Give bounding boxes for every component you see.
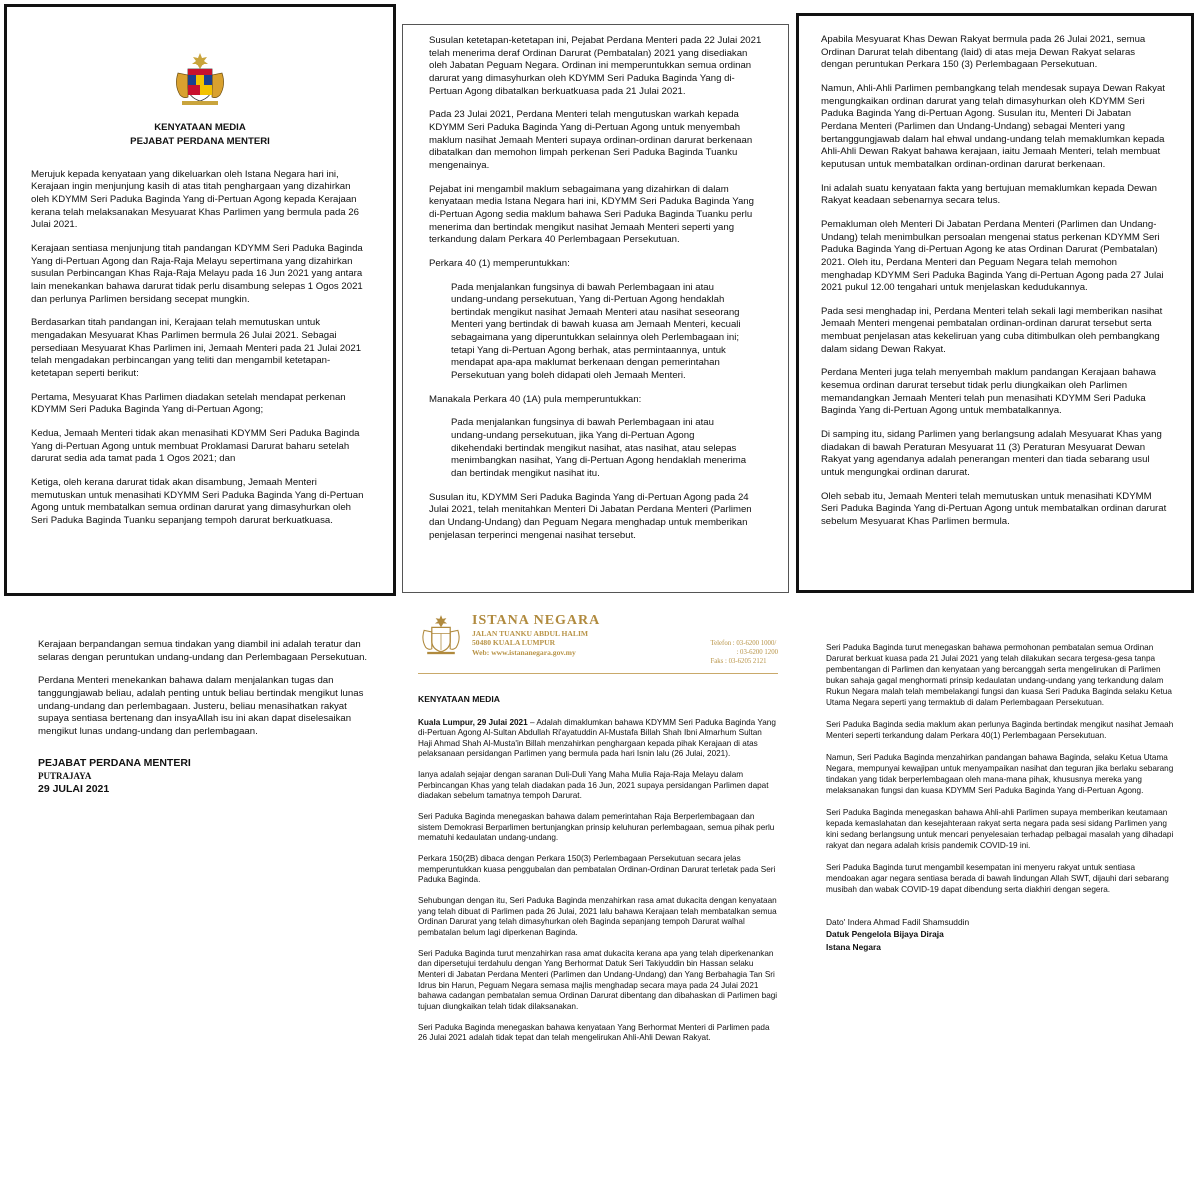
- malaysia-coat-of-arms-icon: [170, 51, 230, 107]
- paragraph: Seri Paduka Baginda turut mengambil kesempatan ini menyeru rakyat untuk sentiasa mendoakan agar negara sentiasa berada di bawah lindungan Allah SWT, dijauhi dari sebarang musibah dan wabak COVID-19 dapat dibendung serta diakhiri dengan segera.: [826, 862, 1169, 894]
- quote-article-40-1: Pada menjalankan fungsinya di bawah Perlembagaan ini atau undang-undang persekutuan, Yang di-Pertuan Agong hendaklah bertindak mengikut nasihat Jemaah Menteri atau nasihat seseorang Menteri yang bertindak di bawah kuasa am Jemaah Menteri, kecuali sebagaimana yang diperuntukkan selainnya oleh Perlembagaan ini; tetapi Yang di-Pertuan Agong berhak, atas permintaannya, untuk mendapat apa-apa maklumat berkenaan dengan pemerintahan Persekutuan yang boleh didapati oleh Jemaah Menteri.: [451, 281, 741, 382]
- paragraph: Ketiga, oleh kerana darurat tidak akan disambung, Jemaah Menteri memutuskan untuk menasihati KDYMM Seri Paduka Baginda Yang di-Pertuan Agong untuk membatalkan semua ordinan darurat yang dimasyhurkan oleh Seri Paduka Baginda Tuanku sepanjang tempoh darurat berkuatkuasa.: [31, 476, 364, 526]
- paragraph: Pejabat ini mengambil maklum sebagaimana yang dizahirkan di dalam kenyataan media Istana Negara hari ini, KDYMM Seri Paduka Baginda Yang di-Pertuan Agong sedia maklum bahawa Seri Paduka Baginda Tuanku perlu menerima dan bertindak mengikut nasihat Jemaah Menteri seperti yang terkandung dalam Perkara 40 Perlembagaan Persekutuan.: [429, 183, 754, 246]
- signatory-organisation: Istana Negara: [826, 941, 881, 952]
- letterhead: [418, 613, 778, 667]
- istana-statement-page-2: [804, 605, 1196, 1196]
- paragraph: Di samping itu, sidang Parlimen yang berlangsung adalah Mesyuarat Khas yang diadakan di bawah Peraturan Mesyuarat 11 (3) Peraturan Mesyuarat Dewan Rakyat yang agendanya adalah penerangan menteri dan tiada sebarang usul untuk mengungkai ordinan darurat.: [821, 429, 1162, 479]
- signature-office: PEJABAT PERDANA MENTERI: [38, 756, 191, 769]
- istana-statement-page-1: [402, 605, 798, 1196]
- paragraph: Sehubungan dengan itu, Seri Paduka Baginda menzahirkan rasa amat dukacita dengan kenyataan yang telah dibuat di Parlimen pada 26 Julai, 2021 lalu bahawa Kerajaan telah membatalkan semua Ordinan Darurat yang telah dimasyhurkan oleh Baginda sepanjang tempoh Darurat walhal pembatalan belum lagi diperkenan Baginda.: [418, 896, 777, 938]
- pmo-statement-page-3: [796, 13, 1194, 593]
- paragraph: Perdana Menteri juga telah menyembah maklum pandangan Kerajaan bahawa kesemua ordinan darurat tersebut tidak perlu diungkaikan oleh Parlimen memandangkan Jemaah Menteri telah pun menasihati KDYMM Seri Paduka Baginda Yang di-Pertuan Agong untuk membatalkannya.: [821, 367, 1156, 417]
- dateline: Kuala Lumpur, 29 Julai 2021: [418, 717, 528, 727]
- paragraph: Kerajaan sentiasa menjunjung titah pandangan KDYMM Seri Paduka Baginda Yang di-Pertuan Agong dan Raja-Raja Melayu sepertimana yang dizahirkan susulan Perbincangan Khas Raja-Raja Melayu pada 16 Jun 2021 yang antara lain menekankan bahawa darurat tidak perlu disambung selepas 1 Ogos 2021 dan perlunya Parlimen bersidang secepat mungkin.: [31, 243, 363, 305]
- paragraph: Perdana Menteri menekankan bahawa dalam menjalankan tugas dan tanggungjawab beliau, adalah penting untuk beliau bertindak mengikut lunas undang-undang dan perlembagaan. Justeru, beliau menasihatkan rakyat supaya sentiasa bertenang dan insyaAllah isu ini akan dapat diselesaikan mengikut lunas undang-undang dan perlembagaan.: [38, 675, 364, 737]
- signature-block: [826, 916, 1174, 954]
- paragraph: Pada sesi menghadap ini, Perdana Menteri telah sekali lagi memberikan nasihat Jemaah Menteri mengenai pembatalan ordinan-ordinan darurat tersebut serta membuat penjelasan atas kekeliruan yang cuba ditimbulkan oleh pembangkang dalam sidang Dewan Rakyat.: [821, 305, 1163, 355]
- pmo-statement-page-4: [4, 605, 396, 1196]
- paragraph: Seri Paduka Baginda menegaskan bahawa dalam pemerintahan Raja Berperlembagaan dan sistem Demokrasi Berparlimen bertunjangkan prinsip keluhuran perlembagaan, semua pihak perlu mematuhi kedaulatan undang-undang.: [418, 812, 775, 843]
- heading-pejabat-perdana-menteri: PEJABAT PERDANA MENTERI: [130, 135, 270, 147]
- paragraph: Seri Paduka Baginda menegaskan bahawa kenyataan Yang Berhormat Menteri di Parlimen pada 26 Julai 2021 adalah tidak tepat dan telah mengelirukan Ahli-Ahli Dewan Rakyat.: [418, 1022, 770, 1043]
- paragraph: Manakala Perkara 40 (1A) pula memperuntukkan:: [429, 393, 642, 405]
- letterhead-fax: Faks : 03-6205 2121: [710, 658, 767, 666]
- paragraph: Seri Paduka Baginda menegaskan bahawa Ahli-ahli Parlimen supaya memberikan keutamaan kepada kemaslahatan dan kesejahteraan rakyat serta negara pada sesi sidang Parlimen yang kini sedang berlangsung untuk mencari penyelesaian terhadap pelbagai masalah yang dihadapi rakyat dan negara adalah krisis pandemik COVID-19 ini.: [826, 807, 1174, 850]
- paragraph: Ianya adalah sejajar dengan saranan Duli-Duli Yang Maha Mulia Raja-Raja Melayu dalam Perbincangan Khas yang telah diadakan pada 16 Jun, 2021 supaya persidangan Parlimen dapat diadakan sebelum tamatnya tempoh Darurat.: [418, 770, 769, 801]
- paragraph: Susulan ketetapan-ketetapan ini, Pejabat Perdana Menteri pada 22 Julai 2021 telah menerima deraf Ordinan Darurat (Pembatalan) 2021 yang disediakan oleh Jabatan Peguam Negara. Ordinan ini memperuntukkan semua ordinan darurat yang dimasyhurkan oleh KDYMM Seri Paduka Baginda Yang di-Pertuan Agong dibatalkan berkuatkuasa pada 21 Julai 2021.: [429, 35, 762, 97]
- paragraph: Berdasarkan titah pandangan ini, Kerajaan telah memutuskan untuk mengadakan Mesyuarat Khas Parlimen bermula 26 Julai 2021. Sebagai persediaan Mesyuarat Khas Parlimen ini, Jemaah Menteri pada 21 Julai 2021 telah mengadakan perbincangan yang teliti dan mengambil ketetapan-ketetapan seperti berikut:: [31, 317, 362, 379]
- paragraph: Susulan itu, KDYMM Seri Paduka Baginda Yang di-Pertuan Agong pada 24 Julai 2021, telah menitahkan Menteri Di Jabatan Perdana Menteri (Parlimen dan Undang-Undang) dan Peguam Negara menghadap untuk memberikan penjelasan terperinci mengenai nasihat tersebut.: [429, 491, 752, 541]
- pmo-statement-page-1: [4, 4, 396, 596]
- letterhead-contact: [710, 639, 778, 667]
- letterhead-address-2: 50480 KUALA LUMPUR: [472, 638, 556, 648]
- letterhead-divider: [418, 673, 778, 674]
- heading-kenyataan-media: KENYATAAN MEDIA: [418, 693, 500, 704]
- signature-date: 29 JULAI 2021: [38, 782, 110, 795]
- heading-kenyataan-media: KENYATAAN MEDIA: [154, 122, 246, 133]
- paragraph: Seri Paduka Baginda turut menegaskan bahawa permohonan pembatalan semua Ordinan Darurat berkuat kuasa pada 21 Julai 2021 yang telah dilakukan secara tergesa-gesa tanpa pembentangan di Parlimen dan kenyataan yang bercanggah serta mengelirukan di Parlimen bukan sahaja gagal menghormati prinsip kedaulatan undang-undang yang terkandung dalam Rukun Negara malah telah membelakangi fungsi dan kuasa Seri Paduka Baginda selaku Ketua Utama Negara seperti yang termaktub di dalam Perlembagaan Persekutuan.: [826, 643, 1172, 707]
- paragraph: Oleh sebab itu, Jemaah Menteri telah memutuskan untuk menasihati KDYMM Seri Paduka Baginda Yang di-Pertuan Agong untuk membatalkan ordinan darurat sebelum Mesyuarat Khas Parlimen bermula.: [821, 490, 1167, 527]
- quote-article-40-1a: Pada menjalankan fungsinya di bawah Perlembagaan ini atau undang-undang persekutuan, jika Yang di-Pertuan Agong dikehendaki bertindak mengikut nasihat, atas nasihat, atau selepas menimbangkan nasihat, Yang di-Pertuan Agong hendaklah menerima dan bertindak mengikut nasihat itu.: [451, 417, 747, 480]
- paragraph: Pemakluman oleh Menteri Di Jabatan Perdana Menteri (Parlimen dan Undang-Undang) telah menimbulkan persoalan mengenai status perkenan KDYMM Seri Paduka Baginda Yang di-Pertuan Agong ke atas Ordinan Darurat (Pembatalan) 2021. Oleh itu, Perdana Menteri dan Peguam Negara telah memohon menghadap KDYMM Seri Paduka Baginda Yang di-Pertuan Agong pada 27 Julai 2021 pukul 12.00 tengahari untuk menjelaskan kedudukannya.: [821, 218, 1164, 294]
- paragraph: Namun, Ahli-Ahli Parlimen pembangkang telah mendesak supaya Dewan Rakyat mengungkaikan ordinan darurat yang telah dimasyhurkan oleh KDYMM Seri Paduka Baginda Yang di-Pertuan Agong. Susulan itu, Menteri Di Jabatan Perdana Menteri (Parlimen dan Undang-Undang) sebagai Menteri yang bertanggungjawab dalam hal ehwal undang-undang telah memaklumkan kepada Ahli-Ahli Dewan Rakyat bahawa kerajaan, iaitu Jemaah Menteri, telah membuat keputusan untuk membatalkan ordinan-ordinan darurat berkenaan.: [821, 82, 1165, 170]
- paragraph: Kerajaan berpandangan semua tindakan yang diambil ini adalah teratur dan selaras dengan peruntukan undang-undang dan Perlembagaan Persekutuan.: [38, 639, 368, 663]
- letterhead-telephone: Telefon : 03-6200 1000/: [710, 640, 777, 647]
- letterhead-telephone-2: : 03-6200 1200: [736, 649, 778, 657]
- paragraph: Namun, Seri Paduka Baginda menzahirkan pandangan bahawa Baginda, selaku Ketua Utama Negara, mempunyai kewajipan untuk menyampaikan nasihat dan teguran jika berlaku sebarang tindakan yang tidak berperlembagaan oleh mana-mana pihak, khususnya mereka yang melaksanakan fungsi dan kuasa KDYMM Seri Paduka Baginda Yang di-Pertuan Agong.: [826, 752, 1174, 795]
- signature-city: PUTRAJAYA: [38, 770, 92, 781]
- paragraph: Seri Paduka Baginda turut menzahirkan rasa amat dukacita kerana apa yang telah diperkenankan dan dipersetujui terdahulu dengan Yang Berhormat Datuk Seri Takiyuddin bin Hassan selaku Menteri di Jabatan Perdana Menteri (Parlimen dan Undang-Undang) dan Yang Berbahagia Tan Sri Idrus bin Harun, Peguam Negara semasa majlis menghadap secara maya pada 24 Julai 2021 bahawa cadangan pembatalan semua Ordinan Darurat dibentang dan dibahaskan di Parlimen bagi tujuan diungkaikan telah tidak dilaksanakan.: [418, 948, 778, 1011]
- paragraph: Apabila Mesyuarat Khas Dewan Rakyat bermula pada 26 Julai 2021, semua Ordinan Darurat telah dibentang (laid) di atas meja Dewan Rakyat selaras dengan peruntukan Perkara 150 (3) Perlembagaan Persekutuan.: [821, 34, 1146, 71]
- letterhead-name: ISTANA NEGARA: [472, 613, 601, 628]
- pmo-statement-page-2: [402, 24, 789, 593]
- malaysia-coat-of-arms-icon: [418, 613, 464, 657]
- paragraph: Perkara 150(2B) dibaca dengan Perkara 150(3) Perlembagaan Persekutuan secara jelas memperuntukkan kuasa penggubalan dan pembatalan Ordinan-Ordinan Darurat terletak pada Seri Paduka Baginda.: [418, 854, 776, 885]
- lead-text: – Adalah dimaklumkan bahawa KDYMM Seri Paduka Baginda Yang di-Pertuan Agong Al-Sultan Abdullah Ri'ayatuddin Al-Mustafa Billah Shah Ibni Almarhum Sultan Haji Ahmad Shah Al-Musta'in Billah menzahirkan penghargaan kepada pihak Kerajaan di atas pelaksanaan persidangan Parlimen yang bermula pada hari Isnin lalu (26 Julai, 2021).: [418, 717, 776, 759]
- paragraph: Seri Paduka Baginda sedia maklum akan perlunya Baginda bertindak mengikut nasihat Jemaah Menteri seperti terkandung dalam Perkara 40(1) Perlembagaan Persekutuan.: [826, 719, 1174, 740]
- signatory-name: Dato' Indera Ahmad Fadil Shamsuddin: [826, 916, 970, 927]
- paragraph: Ini adalah suatu kenyataan fakta yang bertujuan memaklumkan kepada Dewan Rakyat keadaan sebenarnya secara telus.: [821, 182, 1157, 207]
- letterhead-web: Web: www.istananegara.gov.my: [472, 647, 576, 657]
- paragraph: Kedua, Jemaah Menteri tidak akan menasihati KDYMM Seri Paduka Baginda Yang di-Pertuan Agong untuk membuat Proklamasi Darurat baharu setelah darurat sedia ada tamat pada 1 Ogos 2021; dan: [31, 427, 360, 465]
- letterhead-address-1: JALAN TUANKU ABDUL HALIM: [472, 629, 589, 638]
- lead-paragraph: [418, 718, 778, 761]
- paragraph: Perkara 40 (1) memperuntukkan:: [429, 257, 570, 269]
- paragraph: Merujuk kepada kenyataan yang dikeluarkan oleh Istana Negara hari ini, Kerajaan ingin menjunjung kasih di atas titah penghargaan yang dizahirkan oleh KDYMM Seri Paduka Baginda Yang di-Pertuan Agong kepada Kerajaan kerana telah melaksanakan Mesyuarat Khas Parlimen yang bermula pada 26 Julai 2021.: [31, 168, 359, 231]
- paragraph: Pertama, Mesyuarat Khas Parlimen diadakan setelah mendapat perkenan KDYMM Seri Paduka Baginda Yang di-Pertuan Agong;: [31, 391, 346, 416]
- signatory-title: Datuk Pengelola Bijaya Diraja: [826, 929, 944, 940]
- paragraph: Pada 23 Julai 2021, Perdana Menteri telah mengutuskan warkah kepada KDYMM Seri Paduka Baginda Yang di-Pertuan Agong untuk menyembah maklum nasihat Jemaah Menteri supaya ordinan-ordinan darurat berkenaan dibatalkan dan memohon limpah perkenan Seri Paduka Baginda Tuanku mengenainya.: [429, 109, 753, 171]
